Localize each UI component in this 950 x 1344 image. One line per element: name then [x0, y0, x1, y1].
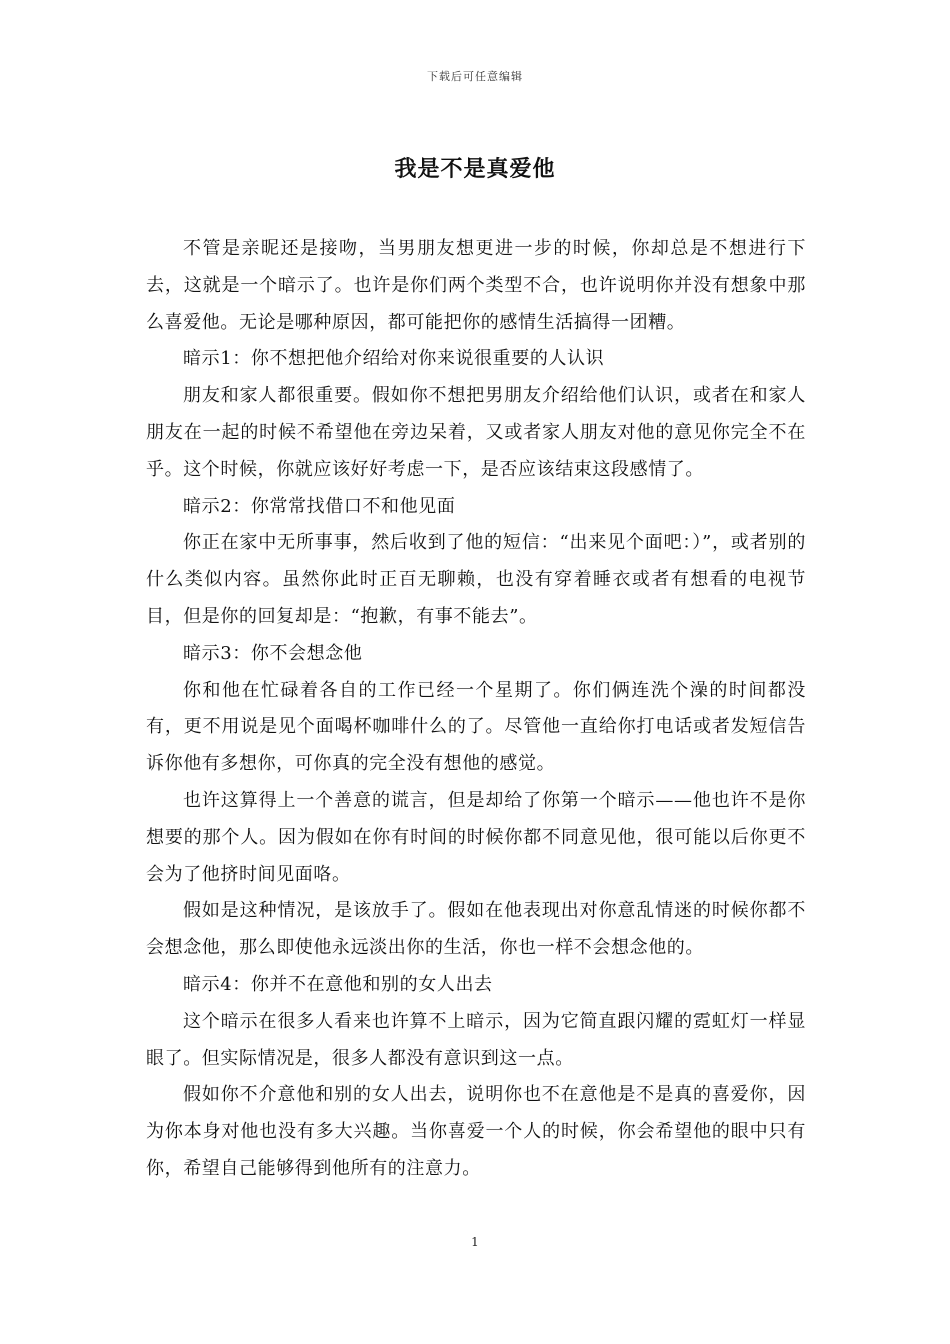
paragraph: 这个暗示在很多人看来也许算不上暗示，因为它简直跟闪耀的霓虹灯一样显眼了。但实际情况是，很多人都没有意识到这一点。: [146, 1010, 806, 1069]
header-note: 下载后可任意编辑: [427, 70, 523, 83]
paragraph-intro: 不管是亲昵还是接吻，当男朋友想更进一步的时候，你却总是不想进行下去，这就是一个暗示了。也许是你们两个类型不合，也许说明你并没有想象中那么喜爱他。无论是哪种原因，都可能把你的感情生活搞得一团糟。: [146, 238, 806, 333]
document-title: 我是不是真爱他: [394, 156, 556, 182]
hint-heading-1: 暗示1：你不想把他介绍给对你来说很重要的人认识: [183, 348, 605, 370]
paragraph: 你正在家中无所事事，然后收到了他的短信：“出来见个面吧：）”，或者别的什么类似内容。虽然你此时正百无聊赖，也没有穿着睡衣或者有想看的电视节目，但是你的回复却是：“抱歉，有事不能去”。: [146, 532, 806, 627]
paragraph: 假如是这种情况，是该放手了。假如在他表现出对你意乱情迷的时候你都不会想念他，那么即使他永远淡出你的生活，你也一样不会想念他的。: [146, 900, 806, 959]
hint-heading-3: 暗示3：你不会想念他: [183, 642, 363, 664]
hint-heading-2: 暗示2：你常常找借口不和他见面: [183, 495, 456, 517]
document-body: [146, 231, 806, 1188]
hint-heading-4: 暗示4：你并不在意他和别的女人出去: [183, 973, 493, 995]
paragraph: 你和他在忙碌着各自的工作已经一个星期了。你们俩连洗个澡的时间都没有，更不用说是见个面喝杯咖啡什么的了。尽管他一直给你打电话或者发短信告诉你他有多想你，可你真的完全没有想他的感觉。: [146, 679, 806, 775]
paragraph: 朋友和家人都很重要。假如你不想把男朋友介绍给他们认识，或者在和家人朋友在一起的时候不希望他在旁边呆着，又或者家人朋友对他的意见你完全不在乎。这个时候，你就应该好好考虑一下，是否应该结束这段感情了。: [146, 385, 806, 480]
paragraph: 假如你不介意他和别的女人出去，说明你也不在意他是不是真的喜爱你，因为你本身对他也没有多大兴趣。当你喜爱一个人的时候，你会希望他的眼中只有你，希望自己能够得到他所有的注意力。: [146, 1084, 806, 1179]
paragraph: 也许这算得上一个善意的谎言，但是却给了你第一个暗示——他也许不是你想要的那个人。因为假如在你有时间的时候你都不同意见他，很可能以后你更不会为了他挤时间见面咯。: [146, 789, 806, 885]
page-number: 1: [471, 1235, 479, 1249]
